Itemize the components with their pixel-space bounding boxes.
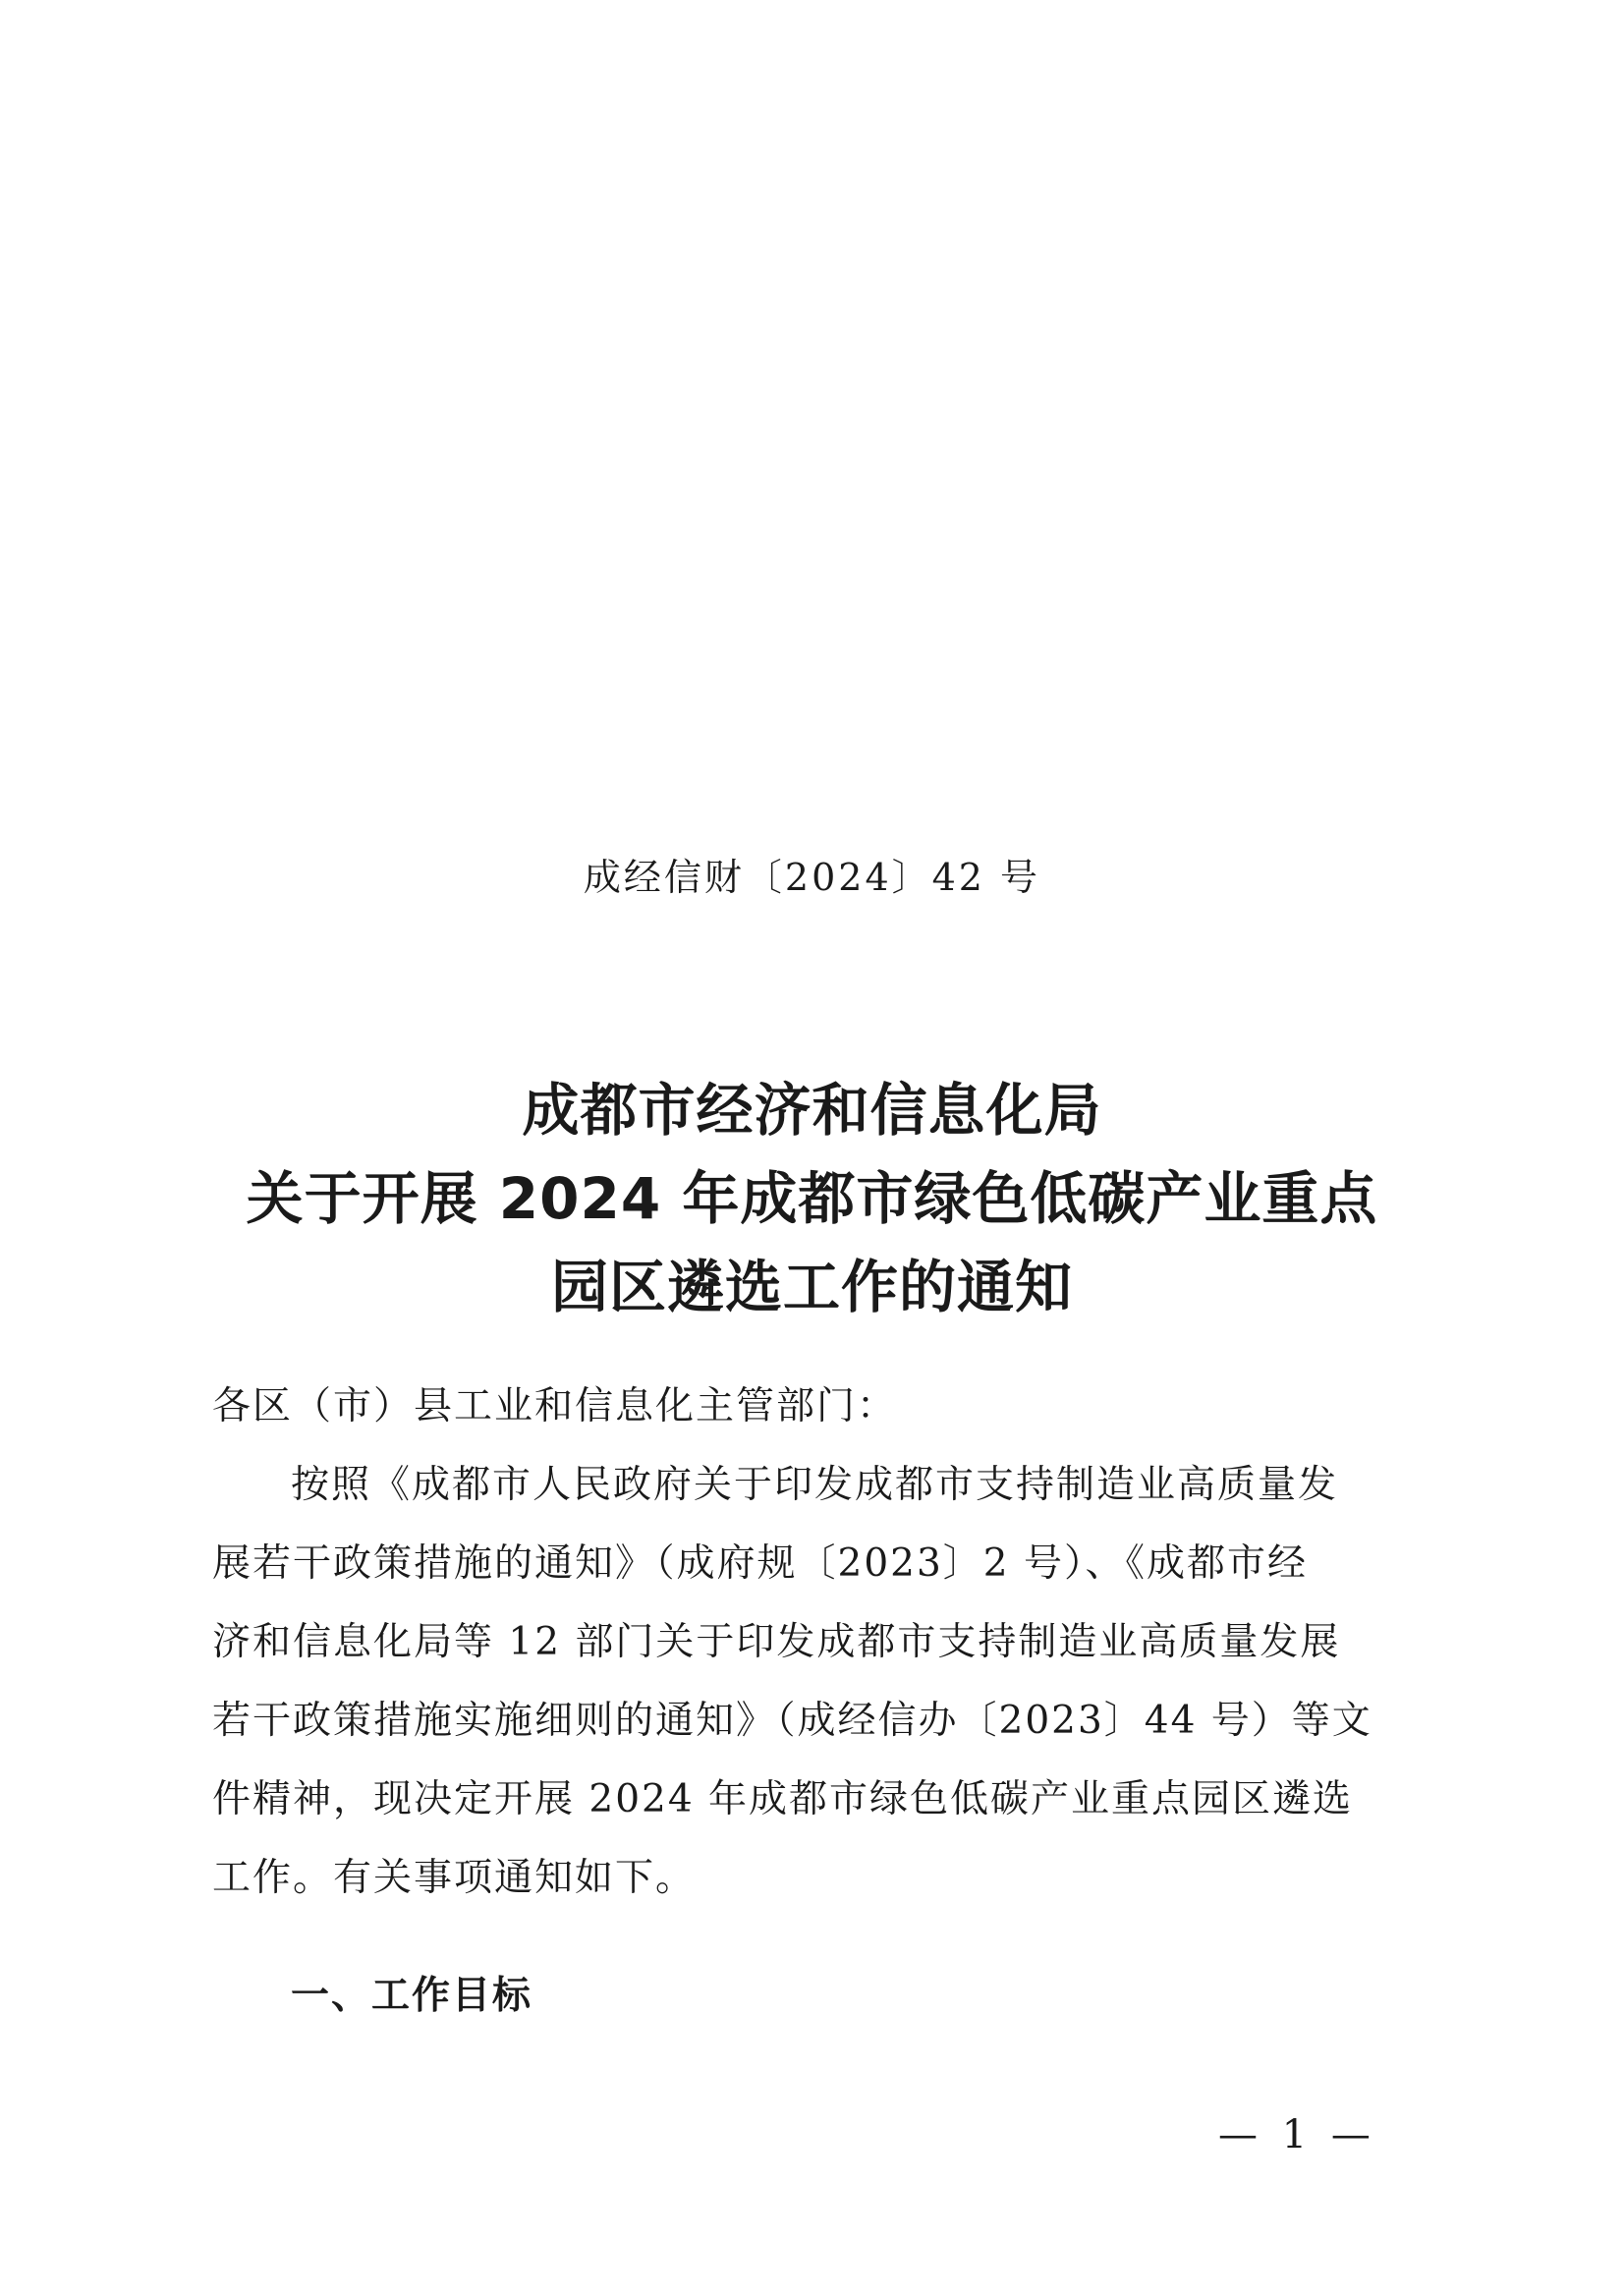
paragraph-line-1: 按照《成都市人民政府关于印发成都市支持制造业高质量发 [291,1463,1339,1507]
paragraph-line-3: 济和信息化局等 12 部门关于印发成都市支持制造业高质量发展 [212,1620,1341,1664]
document-title [0,1066,1624,1331]
paragraph-line-5: 件精神，现决定开展 2024 年成都市绿色低碳产业重点园区遴选 [212,1777,1354,1821]
title-line-3: 园区遴选工作的通知 [550,1254,1073,1320]
body-paragraph [212,1446,1421,1918]
section-heading: 一、工作目标 [291,1974,533,2018]
title-line-1: 成都市经济和信息化局 [522,1077,1102,1144]
salutation: 各区（市）县工业和信息化主管部门： [212,1384,898,1428]
paragraph-line-4: 若干政策措施实施细则的通知》（成经信办〔2023〕44 号）等文 [212,1699,1372,1743]
document-number: 成经信财〔2024〕42 号 [583,856,1041,899]
title-line-2: 关于开展 2024 年成都市绿色低碳产业重点 [246,1165,1378,1232]
paragraph-line-6: 工作。有关事项通知如下。 [212,1856,697,1900]
page-number: — 1 — [1218,2112,1376,2157]
paragraph-line-2: 展若干政策措施的通知》（成府规〔2023〕2 号）、《成都市经 [212,1541,1308,1586]
